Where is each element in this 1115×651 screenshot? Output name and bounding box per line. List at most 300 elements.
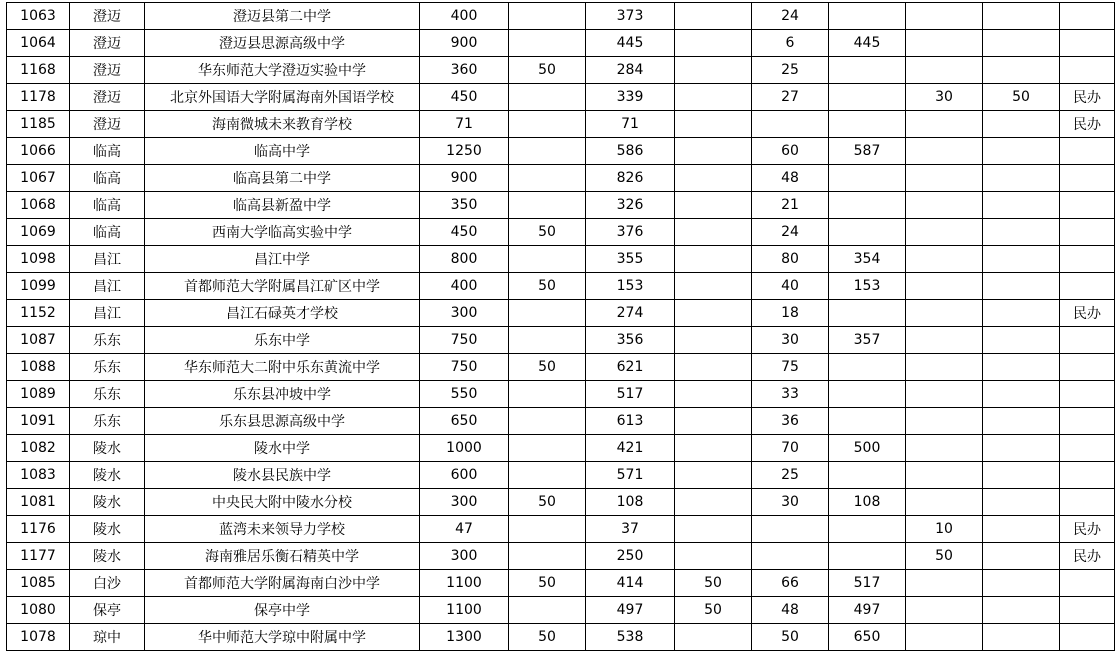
cell-col9[interactable] xyxy=(906,246,983,273)
cell-extra2[interactable] xyxy=(675,354,752,381)
cell-school[interactable] xyxy=(145,300,420,327)
cell-score1[interactable]: 356 xyxy=(586,327,675,354)
cell-note[interactable] xyxy=(1060,246,1115,273)
cell-count2[interactable]: 650 xyxy=(829,624,906,651)
cell-code[interactable]: 1168 xyxy=(7,57,70,84)
cell-score1[interactable]: 355 xyxy=(586,246,675,273)
cell-note[interactable] xyxy=(1060,462,1115,489)
cell-score1[interactable]: 414 xyxy=(586,570,675,597)
cell-note[interactable] xyxy=(1060,381,1115,408)
cell-school[interactable] xyxy=(145,543,420,570)
cell-score1[interactable]: 153 xyxy=(586,273,675,300)
cell-count2[interactable]: 517 xyxy=(829,570,906,597)
cell-col9[interactable] xyxy=(906,435,983,462)
cell-code[interactable]: 1176 xyxy=(7,516,70,543)
cell-plan[interactable]: 400 xyxy=(420,3,509,30)
table-row[interactable] xyxy=(7,192,1115,219)
cell-col9[interactable] xyxy=(906,219,983,246)
cell-extra2[interactable] xyxy=(675,273,752,300)
cell-school[interactable] xyxy=(145,597,420,624)
cell-extra2[interactable] xyxy=(675,192,752,219)
cell-region[interactable]: 陵水 xyxy=(70,462,145,489)
table-row[interactable] xyxy=(7,3,1115,30)
cell-code[interactable]: 1078 xyxy=(7,624,70,651)
cell-count2[interactable] xyxy=(829,354,906,381)
cell-count2[interactable] xyxy=(829,543,906,570)
cell-plan[interactable]: 47 xyxy=(420,516,509,543)
cell-school[interactable] xyxy=(145,624,420,651)
cell-col10[interactable] xyxy=(983,516,1060,543)
table-row[interactable] xyxy=(7,489,1115,516)
cell-score1[interactable]: 250 xyxy=(586,543,675,570)
cell-count2[interactable]: 354 xyxy=(829,246,906,273)
cell-extra1[interactable] xyxy=(509,300,586,327)
cell-school[interactable] xyxy=(145,462,420,489)
cell-col10[interactable] xyxy=(983,408,1060,435)
cell-extra1[interactable]: 50 xyxy=(509,570,586,597)
cell-note[interactable] xyxy=(1060,192,1115,219)
cell-extra1[interactable] xyxy=(509,462,586,489)
cell-count1[interactable] xyxy=(752,543,829,570)
cell-school[interactable] xyxy=(145,327,420,354)
cell-score1[interactable]: 538 xyxy=(586,624,675,651)
cell-note[interactable]: 民办 xyxy=(1060,516,1115,543)
cell-count1[interactable]: 21 xyxy=(752,192,829,219)
cell-region[interactable]: 澄迈 xyxy=(70,84,145,111)
cell-plan[interactable]: 750 xyxy=(420,327,509,354)
cell-col10[interactable]: 50 xyxy=(983,84,1060,111)
cell-plan[interactable]: 750 xyxy=(420,354,509,381)
cell-extra1[interactable] xyxy=(509,327,586,354)
cell-extra2[interactable] xyxy=(675,462,752,489)
cell-region[interactable]: 昌江 xyxy=(70,246,145,273)
cell-school[interactable] xyxy=(145,246,420,273)
cell-count2[interactable] xyxy=(829,192,906,219)
cell-note[interactable] xyxy=(1060,30,1115,57)
table-row[interactable] xyxy=(7,408,1115,435)
cell-extra1[interactable]: 50 xyxy=(509,624,586,651)
cell-code[interactable]: 1080 xyxy=(7,597,70,624)
cell-extra1[interactable]: 50 xyxy=(509,57,586,84)
cell-score1[interactable]: 108 xyxy=(586,489,675,516)
cell-score1[interactable]: 284 xyxy=(586,57,675,84)
cell-plan[interactable]: 650 xyxy=(420,408,509,435)
cell-score1[interactable]: 421 xyxy=(586,435,675,462)
cell-count1[interactable]: 40 xyxy=(752,273,829,300)
cell-extra2[interactable] xyxy=(675,219,752,246)
cell-code[interactable]: 1069 xyxy=(7,219,70,246)
cell-plan[interactable]: 300 xyxy=(420,543,509,570)
cell-school[interactable] xyxy=(145,219,420,246)
cell-region[interactable]: 临高 xyxy=(70,165,145,192)
table-row[interactable] xyxy=(7,57,1115,84)
cell-extra2[interactable] xyxy=(675,435,752,462)
cell-col10[interactable] xyxy=(983,570,1060,597)
cell-region[interactable]: 临高 xyxy=(70,192,145,219)
cell-extra1[interactable] xyxy=(509,597,586,624)
cell-col10[interactable] xyxy=(983,165,1060,192)
cell-code[interactable]: 1068 xyxy=(7,192,70,219)
cell-extra1[interactable] xyxy=(509,246,586,273)
cell-count2[interactable] xyxy=(829,516,906,543)
cell-extra1[interactable] xyxy=(509,84,586,111)
cell-col9[interactable] xyxy=(906,30,983,57)
cell-col10[interactable] xyxy=(983,111,1060,138)
cell-score1[interactable]: 517 xyxy=(586,381,675,408)
cell-col10[interactable] xyxy=(983,354,1060,381)
cell-extra1[interactable] xyxy=(509,192,586,219)
cell-note[interactable]: 民办 xyxy=(1060,300,1115,327)
cell-note[interactable] xyxy=(1060,570,1115,597)
cell-extra2[interactable]: 50 xyxy=(675,597,752,624)
cell-school[interactable] xyxy=(145,273,420,300)
cell-count1[interactable]: 25 xyxy=(752,462,829,489)
cell-note[interactable] xyxy=(1060,597,1115,624)
cell-extra2[interactable] xyxy=(675,30,752,57)
cell-extra1[interactable]: 50 xyxy=(509,354,586,381)
table-row[interactable] xyxy=(7,84,1115,111)
cell-col10[interactable] xyxy=(983,3,1060,30)
cell-score1[interactable]: 373 xyxy=(586,3,675,30)
cell-school[interactable] xyxy=(145,408,420,435)
cell-col9[interactable]: 30 xyxy=(906,84,983,111)
cell-school[interactable] xyxy=(145,111,420,138)
cell-score1[interactable]: 326 xyxy=(586,192,675,219)
cell-region[interactable]: 澄迈 xyxy=(70,57,145,84)
cell-plan[interactable]: 350 xyxy=(420,192,509,219)
cell-col9[interactable] xyxy=(906,462,983,489)
cell-col9[interactable]: 50 xyxy=(906,543,983,570)
cell-col10[interactable] xyxy=(983,300,1060,327)
cell-count1[interactable]: 18 xyxy=(752,300,829,327)
cell-count2[interactable] xyxy=(829,165,906,192)
cell-extra1[interactable] xyxy=(509,543,586,570)
cell-region[interactable]: 乐东 xyxy=(70,354,145,381)
cell-col9[interactable] xyxy=(906,327,983,354)
table-row[interactable] xyxy=(7,381,1115,408)
cell-plan[interactable]: 600 xyxy=(420,462,509,489)
table-row[interactable] xyxy=(7,462,1115,489)
cell-code[interactable]: 1083 xyxy=(7,462,70,489)
cell-note[interactable] xyxy=(1060,138,1115,165)
cell-score1[interactable]: 445 xyxy=(586,30,675,57)
cell-count2[interactable] xyxy=(829,84,906,111)
cell-extra1[interactable] xyxy=(509,111,586,138)
cell-score1[interactable]: 497 xyxy=(586,597,675,624)
table-row[interactable] xyxy=(7,435,1115,462)
cell-region[interactable]: 保亭 xyxy=(70,597,145,624)
cell-school[interactable] xyxy=(145,570,420,597)
cell-extra1[interactable]: 50 xyxy=(509,489,586,516)
cell-col9[interactable] xyxy=(906,381,983,408)
table-row[interactable] xyxy=(7,516,1115,543)
cell-col9[interactable] xyxy=(906,111,983,138)
cell-extra2[interactable] xyxy=(675,84,752,111)
cell-region[interactable]: 陵水 xyxy=(70,435,145,462)
cell-count2[interactable] xyxy=(829,111,906,138)
cell-plan[interactable]: 1100 xyxy=(420,570,509,597)
cell-extra1[interactable] xyxy=(509,435,586,462)
cell-extra2[interactable] xyxy=(675,408,752,435)
cell-col9[interactable] xyxy=(906,273,983,300)
cell-code[interactable]: 1091 xyxy=(7,408,70,435)
cell-extra1[interactable] xyxy=(509,516,586,543)
cell-region[interactable]: 澄迈 xyxy=(70,30,145,57)
cell-col9[interactable] xyxy=(906,624,983,651)
cell-region[interactable]: 乐东 xyxy=(70,327,145,354)
cell-count1[interactable]: 33 xyxy=(752,381,829,408)
cell-count1[interactable]: 48 xyxy=(752,165,829,192)
cell-extra2[interactable] xyxy=(675,489,752,516)
cell-col9[interactable] xyxy=(906,300,983,327)
cell-region[interactable]: 琼中 xyxy=(70,624,145,651)
cell-code[interactable]: 1067 xyxy=(7,165,70,192)
cell-plan[interactable]: 550 xyxy=(420,381,509,408)
cell-extra2[interactable] xyxy=(675,57,752,84)
cell-count2[interactable]: 445 xyxy=(829,30,906,57)
table-row[interactable] xyxy=(7,30,1115,57)
cell-school[interactable] xyxy=(145,354,420,381)
cell-code[interactable]: 1099 xyxy=(7,273,70,300)
cell-plan[interactable]: 800 xyxy=(420,246,509,273)
cell-score1[interactable]: 71 xyxy=(586,111,675,138)
cell-note[interactable] xyxy=(1060,273,1115,300)
table-row[interactable] xyxy=(7,543,1115,570)
cell-col10[interactable] xyxy=(983,138,1060,165)
cell-code[interactable]: 1177 xyxy=(7,543,70,570)
cell-extra2[interactable] xyxy=(675,624,752,651)
cell-code[interactable]: 1152 xyxy=(7,300,70,327)
cell-code[interactable]: 1081 xyxy=(7,489,70,516)
cell-col9[interactable] xyxy=(906,570,983,597)
cell-code[interactable]: 1066 xyxy=(7,138,70,165)
cell-note[interactable] xyxy=(1060,408,1115,435)
cell-extra1[interactable] xyxy=(509,165,586,192)
cell-col10[interactable] xyxy=(983,381,1060,408)
cell-col10[interactable] xyxy=(983,273,1060,300)
cell-plan[interactable]: 360 xyxy=(420,57,509,84)
cell-region[interactable]: 乐东 xyxy=(70,381,145,408)
cell-plan[interactable]: 300 xyxy=(420,489,509,516)
cell-extra2[interactable] xyxy=(675,3,752,30)
cell-note[interactable] xyxy=(1060,327,1115,354)
cell-plan[interactable]: 1000 xyxy=(420,435,509,462)
cell-plan[interactable]: 71 xyxy=(420,111,509,138)
cell-col9[interactable] xyxy=(906,138,983,165)
cell-count1[interactable]: 75 xyxy=(752,354,829,381)
cell-school[interactable] xyxy=(145,516,420,543)
cell-score1[interactable]: 613 xyxy=(586,408,675,435)
cell-school[interactable] xyxy=(145,192,420,219)
cell-col10[interactable] xyxy=(983,192,1060,219)
cell-note[interactable] xyxy=(1060,624,1115,651)
cell-code[interactable]: 1064 xyxy=(7,30,70,57)
cell-extra2[interactable] xyxy=(675,138,752,165)
cell-note[interactable] xyxy=(1060,435,1115,462)
cell-score1[interactable]: 826 xyxy=(586,165,675,192)
cell-count2[interactable] xyxy=(829,408,906,435)
cell-col10[interactable] xyxy=(983,30,1060,57)
cell-note[interactable]: 民办 xyxy=(1060,111,1115,138)
cell-count2[interactable] xyxy=(829,57,906,84)
cell-score1[interactable]: 274 xyxy=(586,300,675,327)
cell-col10[interactable] xyxy=(983,543,1060,570)
cell-note[interactable] xyxy=(1060,219,1115,246)
cell-extra2[interactable]: 50 xyxy=(675,570,752,597)
cell-col9[interactable] xyxy=(906,597,983,624)
cell-col9[interactable] xyxy=(906,192,983,219)
cell-region[interactable]: 乐东 xyxy=(70,408,145,435)
cell-score1[interactable]: 37 xyxy=(586,516,675,543)
cell-count2[interactable] xyxy=(829,381,906,408)
cell-code[interactable]: 1089 xyxy=(7,381,70,408)
cell-note[interactable] xyxy=(1060,489,1115,516)
table-row[interactable] xyxy=(7,219,1115,246)
cell-plan[interactable]: 900 xyxy=(420,165,509,192)
cell-count1[interactable]: 24 xyxy=(752,3,829,30)
table-row[interactable] xyxy=(7,570,1115,597)
cell-code[interactable]: 1063 xyxy=(7,3,70,30)
cell-col10[interactable] xyxy=(983,57,1060,84)
cell-school[interactable] xyxy=(145,489,420,516)
cell-count1[interactable]: 66 xyxy=(752,570,829,597)
cell-extra2[interactable] xyxy=(675,516,752,543)
table-row[interactable] xyxy=(7,327,1115,354)
cell-count2[interactable]: 500 xyxy=(829,435,906,462)
cell-region[interactable]: 昌江 xyxy=(70,300,145,327)
cell-school[interactable] xyxy=(145,30,420,57)
cell-code[interactable]: 1088 xyxy=(7,354,70,381)
cell-code[interactable]: 1085 xyxy=(7,570,70,597)
cell-code[interactable]: 1178 xyxy=(7,84,70,111)
cell-extra2[interactable] xyxy=(675,165,752,192)
cell-score1[interactable]: 339 xyxy=(586,84,675,111)
cell-code[interactable]: 1082 xyxy=(7,435,70,462)
table-row[interactable] xyxy=(7,300,1115,327)
cell-col9[interactable] xyxy=(906,354,983,381)
cell-count1[interactable] xyxy=(752,516,829,543)
cell-count2[interactable]: 357 xyxy=(829,327,906,354)
cell-code[interactable]: 1185 xyxy=(7,111,70,138)
cell-count2[interactable]: 153 xyxy=(829,273,906,300)
table-row[interactable] xyxy=(7,111,1115,138)
cell-count2[interactable]: 108 xyxy=(829,489,906,516)
cell-note[interactable]: 民办 xyxy=(1060,543,1115,570)
cell-count2[interactable] xyxy=(829,300,906,327)
cell-col9[interactable]: 10 xyxy=(906,516,983,543)
cell-count1[interactable]: 60 xyxy=(752,138,829,165)
cell-extra1[interactable] xyxy=(509,30,586,57)
cell-school[interactable] xyxy=(145,165,420,192)
cell-school[interactable] xyxy=(145,57,420,84)
cell-score1[interactable]: 376 xyxy=(586,219,675,246)
cell-extra2[interactable] xyxy=(675,543,752,570)
cell-count1[interactable] xyxy=(752,111,829,138)
cell-col10[interactable] xyxy=(983,327,1060,354)
cell-count1[interactable]: 30 xyxy=(752,489,829,516)
cell-region[interactable]: 白沙 xyxy=(70,570,145,597)
cell-score1[interactable]: 571 xyxy=(586,462,675,489)
cell-count2[interactable]: 497 xyxy=(829,597,906,624)
cell-col9[interactable] xyxy=(906,3,983,30)
cell-col9[interactable] xyxy=(906,165,983,192)
cell-plan[interactable]: 1300 xyxy=(420,624,509,651)
cell-note[interactable] xyxy=(1060,57,1115,84)
cell-school[interactable] xyxy=(145,138,420,165)
cell-extra1[interactable]: 50 xyxy=(509,219,586,246)
cell-plan[interactable]: 400 xyxy=(420,273,509,300)
cell-code[interactable]: 1098 xyxy=(7,246,70,273)
cell-region[interactable]: 澄迈 xyxy=(70,111,145,138)
table-row[interactable] xyxy=(7,354,1115,381)
cell-extra2[interactable] xyxy=(675,246,752,273)
cell-col9[interactable] xyxy=(906,57,983,84)
cell-school[interactable] xyxy=(145,3,420,30)
cell-col10[interactable] xyxy=(983,489,1060,516)
cell-col9[interactable] xyxy=(906,408,983,435)
cell-count2[interactable] xyxy=(829,3,906,30)
cell-count1[interactable]: 27 xyxy=(752,84,829,111)
cell-col10[interactable] xyxy=(983,624,1060,651)
cell-extra1[interactable]: 50 xyxy=(509,273,586,300)
cell-note[interactable] xyxy=(1060,3,1115,30)
cell-count1[interactable]: 30 xyxy=(752,327,829,354)
cell-plan[interactable]: 1100 xyxy=(420,597,509,624)
cell-region[interactable]: 陵水 xyxy=(70,543,145,570)
cell-school[interactable] xyxy=(145,381,420,408)
cell-plan[interactable]: 450 xyxy=(420,84,509,111)
table-row[interactable] xyxy=(7,165,1115,192)
cell-note[interactable] xyxy=(1060,165,1115,192)
table-row[interactable] xyxy=(7,624,1115,651)
cell-count1[interactable]: 70 xyxy=(752,435,829,462)
cell-count1[interactable]: 50 xyxy=(752,624,829,651)
cell-plan[interactable]: 1250 xyxy=(420,138,509,165)
cell-extra1[interactable] xyxy=(509,3,586,30)
cell-extra1[interactable] xyxy=(509,408,586,435)
cell-count2[interactable] xyxy=(829,219,906,246)
cell-col10[interactable] xyxy=(983,462,1060,489)
cell-col9[interactable] xyxy=(906,489,983,516)
cell-score1[interactable]: 621 xyxy=(586,354,675,381)
cell-col10[interactable] xyxy=(983,597,1060,624)
cell-extra1[interactable] xyxy=(509,138,586,165)
cell-score1[interactable]: 586 xyxy=(586,138,675,165)
cell-col10[interactable] xyxy=(983,219,1060,246)
cell-count1[interactable]: 24 xyxy=(752,219,829,246)
cell-school[interactable] xyxy=(145,435,420,462)
cell-count1[interactable]: 48 xyxy=(752,597,829,624)
table-row[interactable] xyxy=(7,273,1115,300)
cell-count2[interactable]: 587 xyxy=(829,138,906,165)
cell-count1[interactable]: 6 xyxy=(752,30,829,57)
cell-col10[interactable] xyxy=(983,435,1060,462)
cell-note[interactable]: 民办 xyxy=(1060,84,1115,111)
cell-count1[interactable]: 80 xyxy=(752,246,829,273)
cell-school[interactable] xyxy=(145,84,420,111)
cell-extra1[interactable] xyxy=(509,381,586,408)
table-row[interactable] xyxy=(7,138,1115,165)
table-row[interactable] xyxy=(7,597,1115,624)
cell-region[interactable]: 澄迈 xyxy=(70,3,145,30)
cell-region[interactable]: 临高 xyxy=(70,138,145,165)
cell-plan[interactable]: 450 xyxy=(420,219,509,246)
cell-plan[interactable]: 900 xyxy=(420,30,509,57)
cell-count2[interactable] xyxy=(829,462,906,489)
cell-region[interactable]: 临高 xyxy=(70,219,145,246)
cell-count1[interactable]: 25 xyxy=(752,57,829,84)
cell-extra2[interactable] xyxy=(675,300,752,327)
